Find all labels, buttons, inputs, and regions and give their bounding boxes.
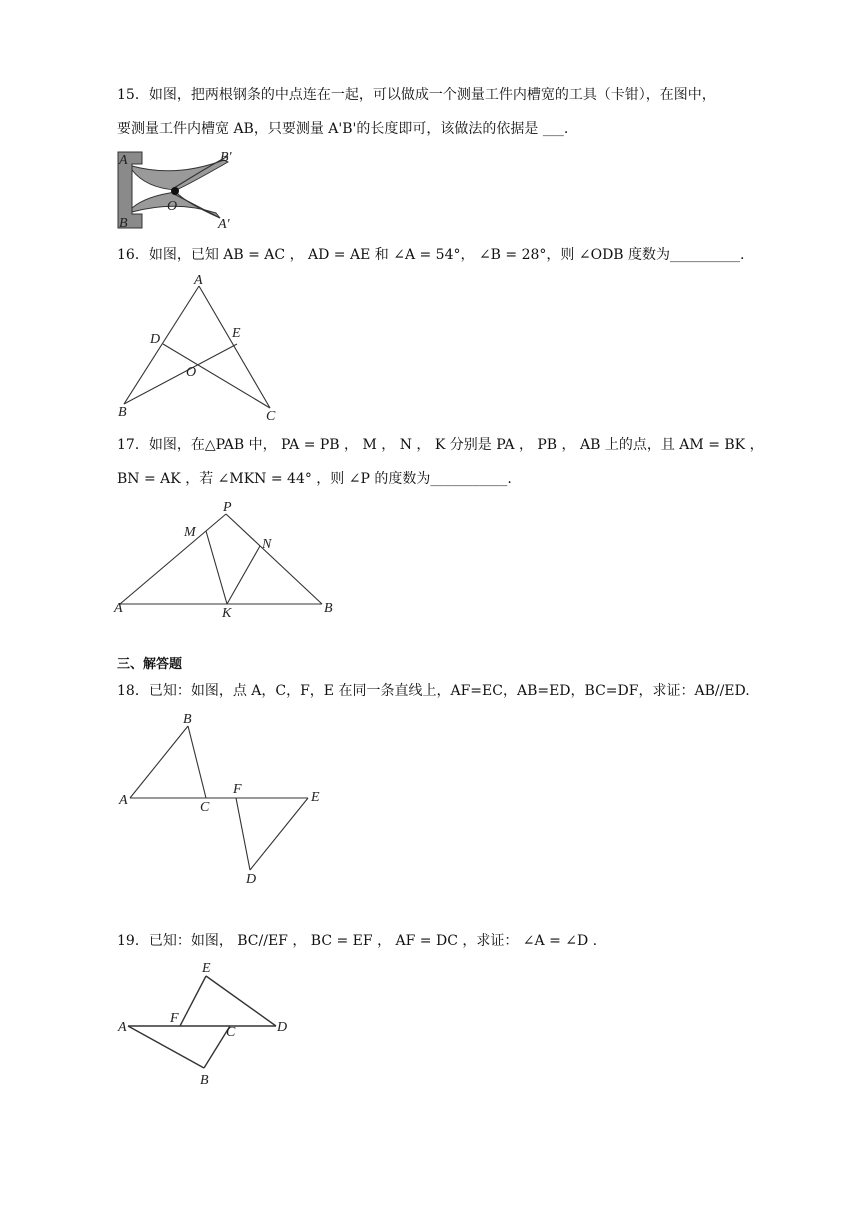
q15-label-B-prime: B' <box>220 150 232 165</box>
q17-text-line2: BN = AK ，若 ∠MKN = 44° ，则 ∠P 的度数为___________. <box>117 471 512 487</box>
q19-text: 19．已知：如图， BC//EF ， BC = EF ， AF = DC ，求证： ∠A = ∠D . <box>117 933 598 949</box>
q16-label-C: C <box>266 409 276 424</box>
q17-label-N: N <box>262 537 272 552</box>
q19-label-C: C <box>226 1025 236 1040</box>
q18-label-A: A <box>119 793 128 808</box>
q17-text-line1: 17．如图，在△PAB 中， PA = PB ， M ， N ， K 分别是 PA ， PB ， AB 上的点，且 AM = BK ， <box>117 437 764 453</box>
q15-text-line2: 要测量工件内槽宽 AB，只要测量 A'B'的长度即可，该做法的依据是 ___. <box>117 121 569 137</box>
q15-label-A: A <box>119 153 128 168</box>
section-title: 三、解答题 <box>117 657 183 672</box>
q17-label-M: M <box>184 525 196 540</box>
q19-label-D: D <box>277 1020 288 1035</box>
q19-label-F: F <box>170 1011 179 1026</box>
q17-label-B: B <box>324 601 333 616</box>
q16-label-E: E <box>232 326 241 341</box>
triangle-figure-q16 <box>110 272 290 424</box>
q18-label-D: D <box>246 872 257 887</box>
q18-label-F: F <box>233 782 242 797</box>
q16-label-D: D <box>150 332 161 347</box>
q16-text: 16．如图，已知 AB = AC ， AD = AE 和 ∠A = 54°， ∠B = 28°，则 ∠ODB 度数为__________. <box>117 247 745 263</box>
q18-label-E: E <box>311 790 320 805</box>
triangle-figure-q17 <box>110 498 350 622</box>
q19-label-A: A <box>118 1020 127 1035</box>
figure-q18 <box>112 708 332 888</box>
q16-label-O: O <box>186 365 197 380</box>
figure-q19 <box>112 956 302 1096</box>
q19-label-E: E <box>202 961 211 976</box>
q18-label-B: B <box>183 712 192 727</box>
q18-text: 18．已知：如图，点 A，C，F，E 在同一条直线上，AF=EC，AB=ED，BC=DF，求证：AB//ED. <box>117 683 750 699</box>
q15-label-O: O <box>167 199 178 214</box>
q17-label-K: K <box>222 606 232 621</box>
q15-text-line1: 15．如图，把两根钢条的中点连在一起，可以做成一个测量工件内槽宽的工具（卡钳），在图中， <box>117 87 716 103</box>
q17-label-P: P <box>223 500 232 515</box>
q16-label-B: B <box>118 405 127 420</box>
q16-label-A: A <box>194 273 203 288</box>
q18-label-C: C <box>200 800 210 815</box>
q15-label-B: B <box>119 216 128 231</box>
q17-label-A: A <box>114 601 123 616</box>
q19-label-B: B <box>200 1073 209 1088</box>
caliper-figure <box>116 148 246 233</box>
q15-label-A-prime: A' <box>218 217 230 232</box>
